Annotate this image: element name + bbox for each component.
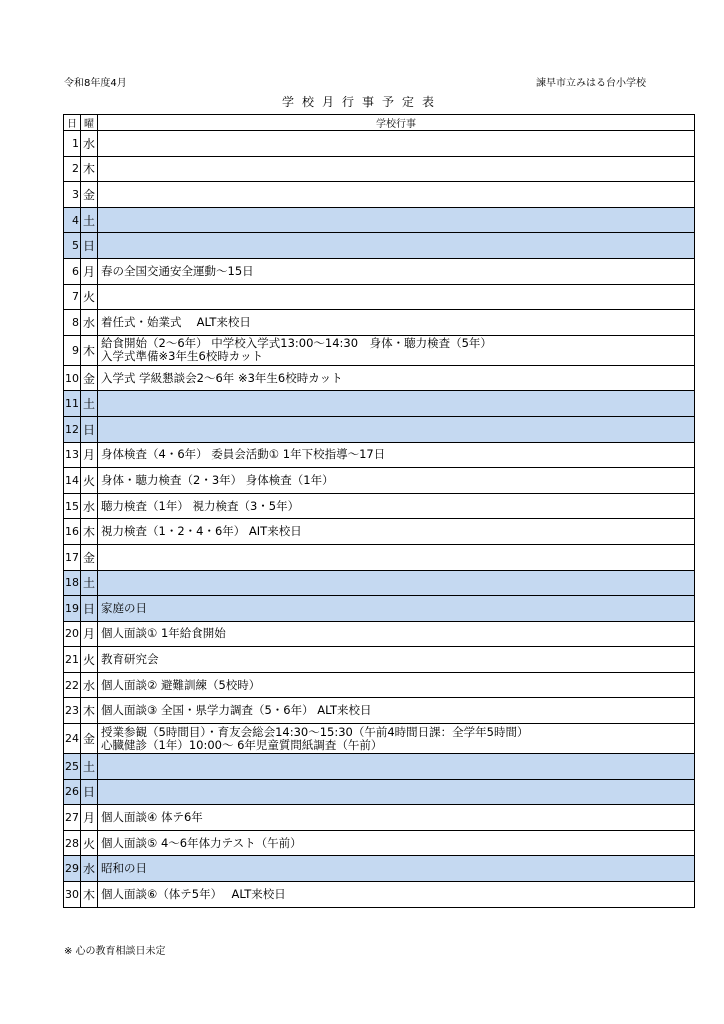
day-cell: 26 xyxy=(64,779,81,805)
table-row xyxy=(64,131,695,157)
weekday-cell: 木 xyxy=(81,698,98,724)
weekday-cell: 土 xyxy=(81,754,98,780)
event-cell xyxy=(98,391,695,417)
event-line: 入学式 学級懇談会2～6年 ※3年生6校時カット xyxy=(101,370,343,385)
weekday-cell: 火 xyxy=(81,830,98,856)
day-cell: 4 xyxy=(64,207,81,233)
weekday-cell: 日 xyxy=(81,779,98,805)
day-cell: 17 xyxy=(64,544,81,570)
event-line: 教育研究会 xyxy=(101,652,159,667)
table-row xyxy=(64,335,695,365)
table-row xyxy=(64,672,695,698)
event-cell xyxy=(98,258,695,284)
event-cell xyxy=(98,442,695,468)
weekday-cell: 日 xyxy=(81,233,98,259)
col-header-event: 学校行事 xyxy=(98,115,695,131)
event-cell xyxy=(98,724,695,754)
table-row xyxy=(64,647,695,673)
event-cell xyxy=(98,830,695,856)
day-cell: 5 xyxy=(64,233,81,259)
weekday-cell: 金 xyxy=(81,544,98,570)
day-cell: 10 xyxy=(64,365,81,391)
event-line: 家庭の日 xyxy=(101,600,147,615)
event-line: 昭和の日 xyxy=(101,861,147,876)
weekday-cell: 日 xyxy=(81,596,98,622)
weekday-cell: 火 xyxy=(81,468,98,494)
table-row xyxy=(64,856,695,882)
event-line: 個人面談① 1年給食開始 xyxy=(101,626,226,641)
weekday-cell: 水 xyxy=(81,493,98,519)
table-row xyxy=(64,156,695,182)
event-cell xyxy=(98,779,695,805)
event-cell xyxy=(98,335,695,365)
event-line: 着任式・始業式 ALT来校日 xyxy=(101,314,251,329)
table-row xyxy=(64,544,695,570)
event-cell xyxy=(98,156,695,182)
event-line: 個人面談② 避難訓練（5校時） xyxy=(101,677,261,692)
event-cell xyxy=(98,468,695,494)
col-header-day: 日 xyxy=(64,115,81,131)
weekday-cell: 月 xyxy=(81,621,98,647)
day-cell: 7 xyxy=(64,284,81,310)
table-row xyxy=(64,365,695,391)
day-cell: 9 xyxy=(64,335,81,365)
event-cell xyxy=(98,233,695,259)
event-cell xyxy=(98,493,695,519)
event-line: 個人面談⑥（体テ5年） ALT来校日 xyxy=(101,886,286,901)
event-line: 身体・聴力検査（2・3年） 身体検査（1年） xyxy=(101,472,334,487)
event-cell xyxy=(98,672,695,698)
event-line: 聴力検査（1年） 視力検査（3・5年） xyxy=(101,498,300,513)
event-cell xyxy=(98,365,695,391)
table-row xyxy=(64,258,695,284)
table-row xyxy=(64,310,695,336)
table-row xyxy=(64,207,695,233)
day-cell: 6 xyxy=(64,258,81,284)
day-cell: 16 xyxy=(64,519,81,545)
day-cell: 3 xyxy=(64,182,81,208)
table-row xyxy=(64,754,695,780)
event-cell xyxy=(98,805,695,831)
weekday-cell: 金 xyxy=(81,365,98,391)
schedule-table xyxy=(63,114,695,908)
event-line: 入学式準備※3年生6校時カット xyxy=(101,349,264,364)
event-cell xyxy=(98,596,695,622)
weekday-cell: 日 xyxy=(81,416,98,442)
day-cell: 1 xyxy=(64,131,81,157)
table-row xyxy=(64,182,695,208)
event-line: 授業参観（5時間目）・育友会総会14:30～15:30（午前4時間日課：全学年5時間） xyxy=(101,724,529,739)
day-cell: 15 xyxy=(64,493,81,519)
event-cell xyxy=(98,182,695,208)
day-cell: 14 xyxy=(64,468,81,494)
day-cell: 12 xyxy=(64,416,81,442)
event-line: 個人面談④ 体テ6年 xyxy=(101,810,203,825)
weekday-cell: 水 xyxy=(81,672,98,698)
event-line: 視力検査（1・2・4・6年） AIT来校日 xyxy=(101,524,302,539)
table-row xyxy=(64,779,695,805)
table-row xyxy=(64,621,695,647)
weekday-cell: 火 xyxy=(81,647,98,673)
table-row xyxy=(64,468,695,494)
table-row xyxy=(64,442,695,468)
weekday-cell: 金 xyxy=(81,724,98,754)
table-row xyxy=(64,391,695,417)
page-title: 学校月行事予定表 xyxy=(281,95,442,109)
day-cell: 27 xyxy=(64,805,81,831)
table-row xyxy=(64,724,695,754)
schedule-body xyxy=(64,131,695,908)
event-cell xyxy=(98,519,695,545)
weekday-cell: 土 xyxy=(81,207,98,233)
day-cell: 19 xyxy=(64,596,81,622)
weekday-cell: 土 xyxy=(81,391,98,417)
weekday-cell: 月 xyxy=(81,258,98,284)
event-line: 給食開始（2～6年） 中学校入学式13:00～14:30 身体・聴力検査（5年） xyxy=(101,336,492,351)
day-cell: 11 xyxy=(64,391,81,417)
weekday-cell: 土 xyxy=(81,570,98,596)
event-line: 個人面談③ 全国・県学力調査（5・6年） ALT来校日 xyxy=(101,703,372,718)
day-cell: 29 xyxy=(64,856,81,882)
event-cell xyxy=(98,284,695,310)
table-row xyxy=(64,284,695,310)
table-row xyxy=(64,596,695,622)
event-cell xyxy=(98,882,695,908)
table-row xyxy=(64,805,695,831)
header-school-name: 諫早市立みはる台小学校 xyxy=(536,78,646,89)
weekday-cell: 月 xyxy=(81,442,98,468)
table-row xyxy=(64,493,695,519)
event-cell xyxy=(98,570,695,596)
weekday-cell: 木 xyxy=(81,882,98,908)
event-line: 身体検査（4・6年） 委員会活動① 1年下校指導～17日 xyxy=(101,447,386,462)
weekday-cell: 月 xyxy=(81,805,98,831)
weekday-cell: 木 xyxy=(81,335,98,365)
day-cell: 20 xyxy=(64,621,81,647)
event-cell xyxy=(98,131,695,157)
table-row xyxy=(64,698,695,724)
weekday-cell: 火 xyxy=(81,284,98,310)
table-row xyxy=(64,882,695,908)
event-cell xyxy=(98,310,695,336)
day-cell: 13 xyxy=(64,442,81,468)
day-cell: 24 xyxy=(64,724,81,754)
table-row xyxy=(64,416,695,442)
table-row xyxy=(64,570,695,596)
day-cell: 28 xyxy=(64,830,81,856)
weekday-cell: 木 xyxy=(81,519,98,545)
day-cell: 22 xyxy=(64,672,81,698)
header-fiscal-month: 令和8年度4月 xyxy=(64,78,127,89)
event-cell xyxy=(98,698,695,724)
day-cell: 2 xyxy=(64,156,81,182)
day-cell: 23 xyxy=(64,698,81,724)
event-cell xyxy=(98,621,695,647)
day-cell: 30 xyxy=(64,882,81,908)
weekday-cell: 水 xyxy=(81,310,98,336)
day-cell: 25 xyxy=(64,754,81,780)
table-header-row xyxy=(64,115,695,131)
col-header-dow: 曜 xyxy=(81,115,98,131)
table-row xyxy=(64,233,695,259)
weekday-cell: 水 xyxy=(81,131,98,157)
event-cell xyxy=(98,416,695,442)
event-cell xyxy=(98,207,695,233)
event-cell xyxy=(98,754,695,780)
event-cell xyxy=(98,544,695,570)
day-cell: 18 xyxy=(64,570,81,596)
event-line: 心臓健診（1年）10:00～ 6年児童質問紙調査（午前） xyxy=(101,737,383,752)
table-row xyxy=(64,519,695,545)
event-cell xyxy=(98,856,695,882)
table-row xyxy=(64,830,695,856)
day-cell: 8 xyxy=(64,310,81,336)
event-cell xyxy=(98,647,695,673)
weekday-cell: 金 xyxy=(81,182,98,208)
event-line: 個人面談⑤ 4～6年体力テスト（午前） xyxy=(101,835,302,850)
event-line: 春の全国交通安全運動～15日 xyxy=(101,263,254,278)
footnote: ※ 心の教育相談日未定 xyxy=(64,946,166,957)
day-cell: 21 xyxy=(64,647,81,673)
weekday-cell: 木 xyxy=(81,156,98,182)
weekday-cell: 水 xyxy=(81,856,98,882)
